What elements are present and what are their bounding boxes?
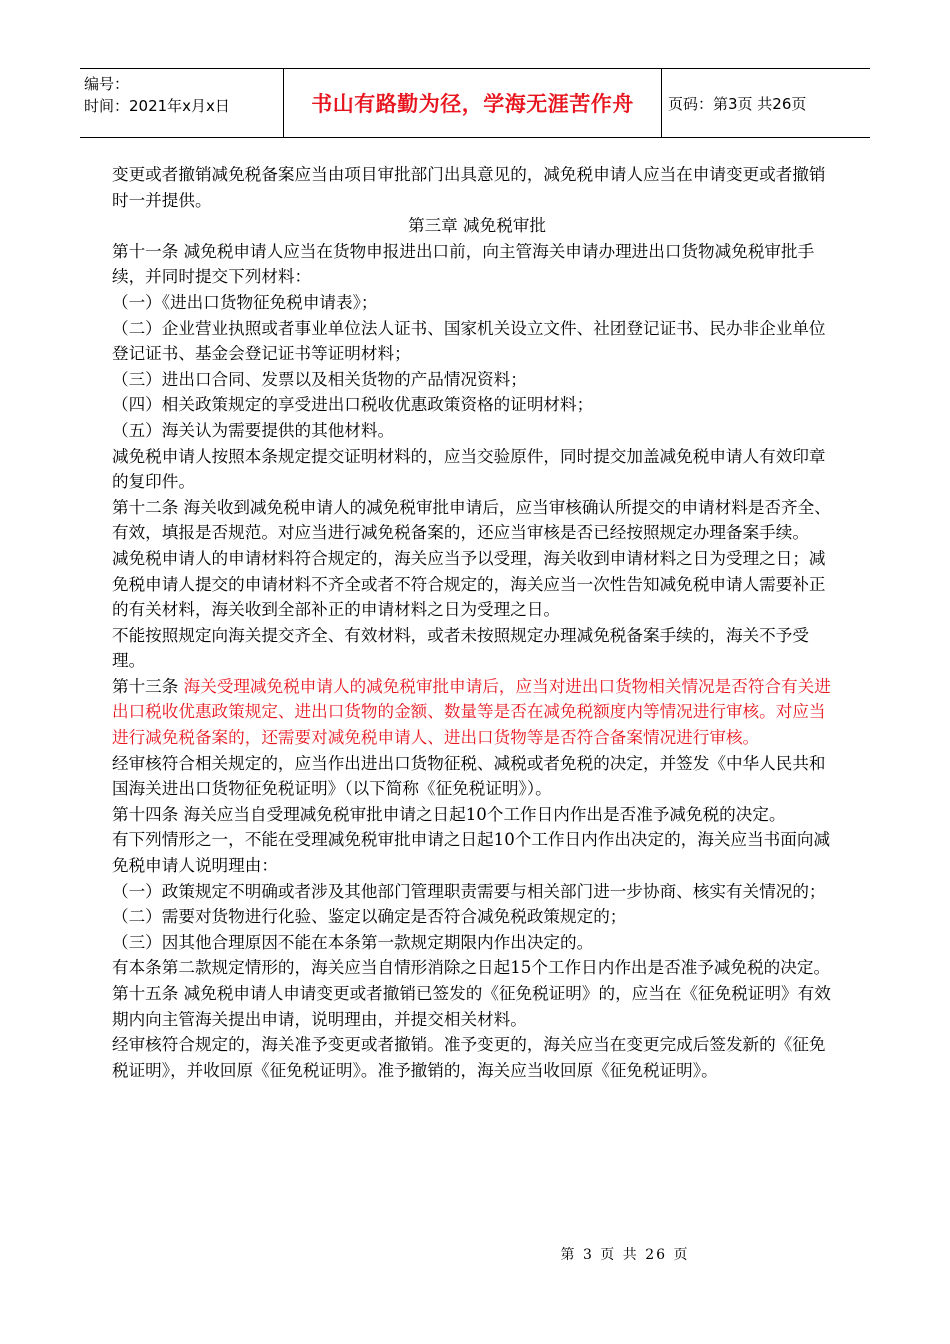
paragraph: 有下列情形之一，不能在受理减免税审批申请之日起10个工作日内作出决定的，海关应当书面向减免税申请人说明理由：	[112, 830, 831, 876]
article-13-highlight: 海关受理减免税申请人的减免税审批申请后，应当对进出口货物相关情况是否符合有关进出口税收优惠政策规定、进出口货物的金额、数量等是否在减免税额度内等情况进行审核。对应当进行减免税备案的，还需要对减免税申请人、进出口货物等是否符合备案情况进行审核。	[112, 676, 831, 748]
list-item: （一）政策规定不明确或者涉及其他部门管理职责需要与相关部门进一步协商、核实有关情况的；	[112, 881, 826, 901]
paragraph: 有本条第二款规定情形的，海关应当自情形消除之日起15个工作日内作出是否准予减免税的决定。	[112, 958, 831, 978]
list-item: （二）企业营业执照或者事业单位法人证书、国家机关设立文件、社团登记证书、民办非企业单位登记证书、基金会登记证书等证明材料；	[112, 318, 826, 364]
article-15: 第十五条 减免税申请人申请变更或者撤销已签发的《征免税证明》的，应当在《征免税证明》有效期内向主管海关提出申请，说明理由，并提交相关材料。	[112, 984, 831, 1029]
list-item: （三）因其他合理原因不能在本条第一款规定期限内作出决定的。	[112, 932, 594, 952]
article-11: 第十一条 减免税申请人应当在货物申报进出口前，向主管海关申请办理进出口货物减免税审批手续，并同时提交下列材料：	[112, 241, 815, 287]
header-motto: 书山有路勤为径，学海无涯苦作舟	[283, 69, 662, 137]
paragraph: 减免税申请人按照本条规定提交证明材料的，应当交验原件，同时提交加盖减免税申请人有效印章的复印件。	[112, 446, 826, 492]
document-date: 时间：2021年x月x日	[84, 97, 230, 115]
article-12: 第十二条 海关收到减免税申请人的减免税审批申请后，应当审核确认所提交的申请材料是否齐全、有效，填报是否规范。对应当进行减免税备案的，还应当审核是否已经按照规定办理备案手续。	[112, 497, 831, 543]
list-item: （五）海关认为需要提供的其他材料。	[112, 420, 395, 440]
chapter-heading: 第三章 减免税审批	[407, 216, 547, 236]
article-13	[112, 674, 842, 751]
list-item: （二）需要对货物进行化验、鉴定以确定是否符合减免税政策规定的；	[112, 907, 627, 927]
paragraph: 变更或者撤销减免税备案应当由项目审批部门出具意见的，减免税申请人应当在申请变更或者撤销时一并提供。	[112, 165, 826, 210]
paragraph: 经审核符合规定的，海关准予变更或者撤销。准予变更的，海关应当在变更完成后签发新的《征免税证明》，并收回原《征免税证明》。准予撤销的，海关应当收回原《征免税证明》。	[112, 1035, 826, 1080]
paragraph: 不能按照规定向海关提交齐全、有效材料，或者未按照规定办理减免税备案手续的，海关不予受理。	[112, 625, 809, 671]
article-13-label: 第十三条	[112, 676, 179, 696]
article-14: 第十四条 海关应当自受理减免税审批申请之日起10个工作日内作出是否准予减免税的决定。	[112, 804, 786, 824]
footer-page-number: 第 3 页 共 26 页	[560, 1247, 690, 1263]
page-header	[80, 68, 870, 138]
page-footer	[0, 1244, 950, 1264]
list-item: （三）进出口合同、发票以及相关货物的产品情况资料；	[112, 369, 527, 389]
document-body	[112, 162, 842, 1083]
header-meta	[80, 69, 283, 137]
paragraph: 减免税申请人的申请材料符合规定的，海关应当予以受理，海关收到申请材料之日为受理之日；减免税申请人提交的申请材料不齐全或者不符合规定的，海关应当一次性告知减免税申请人需要补正的有关材料，海关收到全部补正的申请材料之日为受理之日。	[112, 548, 826, 620]
header-page-info: 页码：第3页 共26页	[668, 94, 807, 113]
list-item: （四）相关政策规定的享受进出口税收优惠政策资格的证明材料；	[112, 395, 594, 415]
document-number: 编号：	[84, 75, 130, 93]
paragraph: 经审核符合相关规定的，应当作出进出口货物征税、减税或者免税的决定，并签发《中华人民共和国海关进出口货物征免税证明》（以下简称《征免税证明》）。	[112, 753, 826, 799]
list-item: （一）《进出口货物征免税申请表》；	[112, 292, 378, 312]
